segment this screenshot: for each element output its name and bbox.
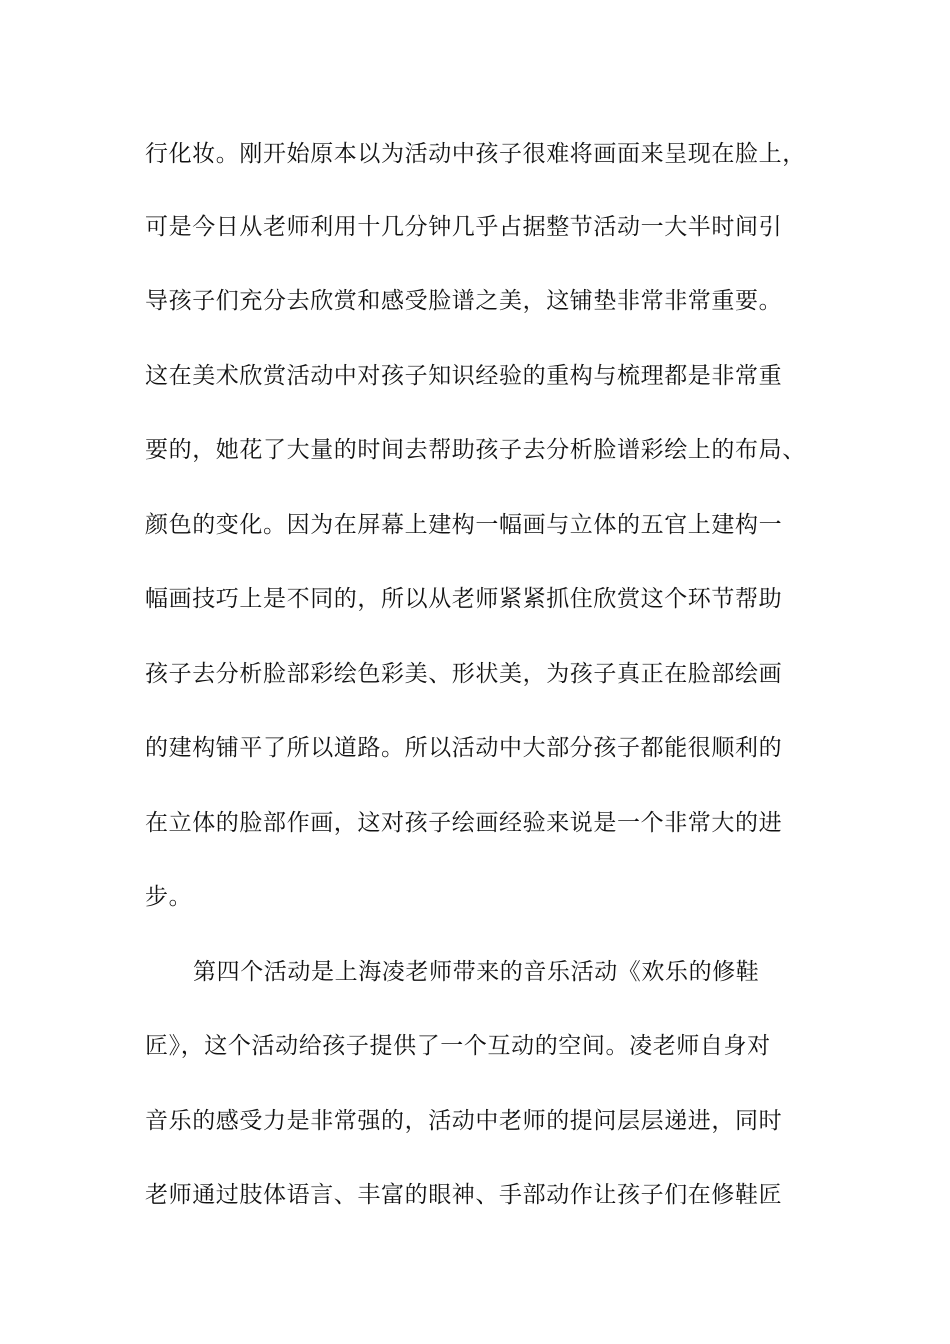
paragraph-line: 要的，她花了大量的时间去帮助孩子去分析脸谱彩绘上的布局、 (145, 437, 806, 463)
paragraph-line: 匠》，这个活动给孩子提供了一个互动的空间。凌老师自身对 (145, 1033, 771, 1059)
paragraph-line: 音乐的感受力是非常强的，活动中老师的提问层层递进，同时 (145, 1108, 783, 1134)
paragraph-line: 导孩子们充分去欣赏和感受脸谱之美，这铺垫非常非常重要。 (145, 288, 783, 314)
paragraph-first-line: 第四个活动是上海凌老师带来的音乐活动《欢乐的修鞋 (193, 959, 760, 985)
paragraph-line: 颜色的变化。因为在屏幕上建构一幅画与立体的五官上建构一 (145, 512, 783, 538)
paragraph-line: 幅画技巧上是不同的，所以从老师紧紧抓住欣赏这个环节帮助 (145, 586, 783, 612)
paragraph-line: 行化妆。刚开始原本以为活动中孩子很难将画面来呈现在脸上， (145, 141, 806, 167)
paragraph-line: 老师通过肢体语言、丰富的眼神、手部动作让孩子们在修鞋匠 (145, 1182, 783, 1208)
paragraph-line: 可是今日从老师利用十几分钟几乎占据整节活动一大半时间引 (145, 214, 783, 240)
paragraph-line: 孩子去分析脸部彩绘色彩美、形状美，为孩子真正在脸部绘画 (145, 661, 783, 687)
paragraph-line: 这在美术欣赏活动中对孩子知识经验的重构与梳理都是非常重 (145, 363, 783, 389)
paragraph-line: 步。 (145, 884, 193, 910)
paragraph-line: 在立体的脸部作画，这对孩子绘画经验来说是一个非常大的进 (145, 810, 783, 836)
paragraph-line: 的建构铺平了所以道路。所以活动中大部分孩子都能很顺利的 (145, 735, 783, 761)
